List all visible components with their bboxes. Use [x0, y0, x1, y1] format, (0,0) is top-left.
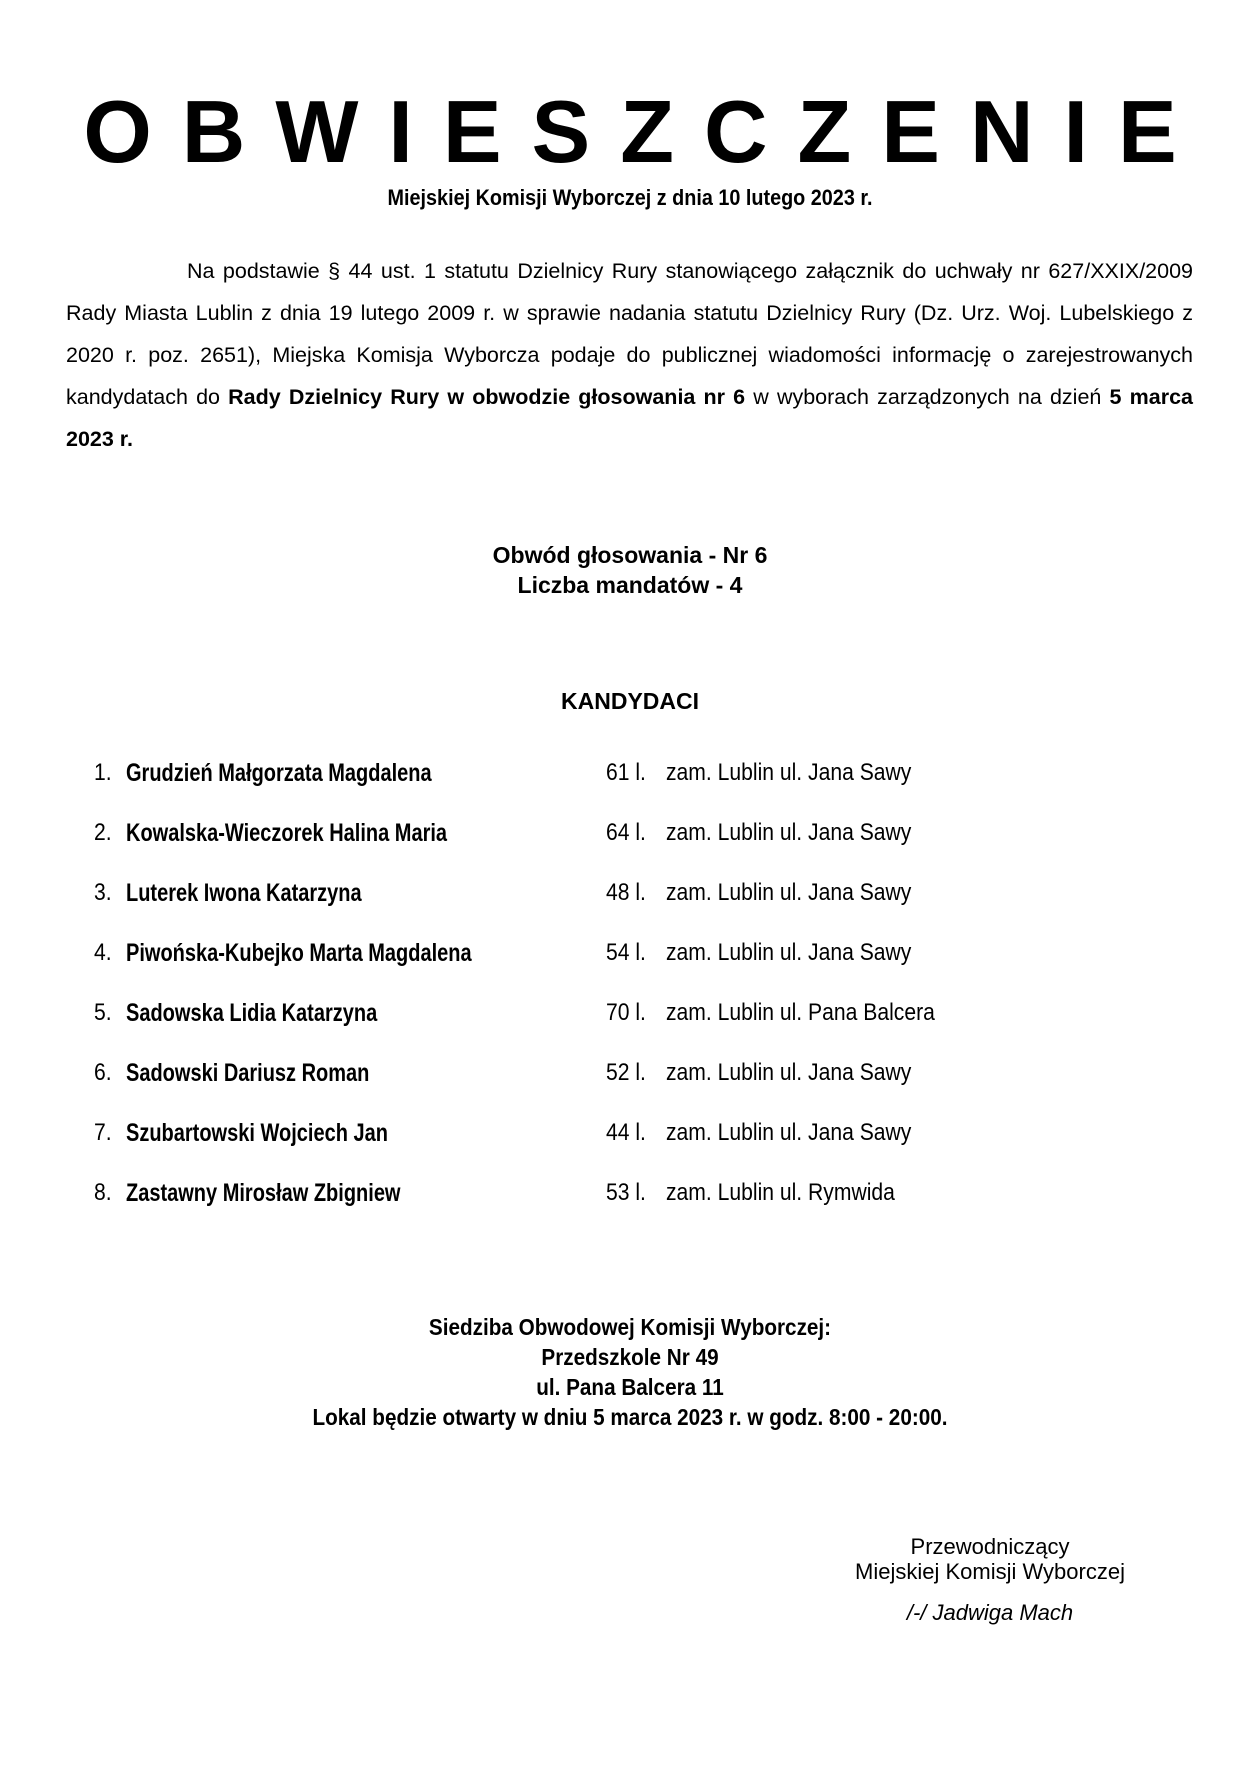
paragraph-bold-date: 5 marca 2023 r.	[66, 385, 1193, 451]
seat-heading: Siedziba Obwodowej Komisji Wyborczej:	[428, 1314, 832, 1340]
candidate-address: zam. Lublin ul. Jana Sawy	[666, 1059, 912, 1086]
candidate-row	[0, 998, 1260, 1038]
candidate-address: zam. Lublin ul. Pana Balcera	[666, 999, 935, 1026]
candidate-name: Piwońska-Kubejko Marta Magdalena	[126, 939, 472, 967]
candidate-age: 61 l.	[606, 759, 646, 786]
paragraph-text-2: w wyborach zarządzonych na dzień	[745, 385, 1110, 409]
candidate-name: Sadowska Lidia Katarzyna	[126, 999, 378, 1027]
candidate-row	[0, 1178, 1260, 1218]
candidate-age: 48 l.	[606, 879, 646, 906]
candidate-age: 44 l.	[606, 1119, 646, 1146]
candidate-number: 4.	[94, 939, 112, 966]
signature-name: /-/ Jadwiga Mach	[906, 1600, 1074, 1625]
candidate-row	[0, 758, 1260, 798]
document-title: OBWIESZCZENIE	[83, 82, 1207, 181]
candidate-number: 2.	[94, 819, 112, 846]
candidates-heading: KANDYDACI	[561, 688, 699, 714]
candidate-age: 70 l.	[606, 999, 646, 1026]
candidate-age: 54 l.	[606, 939, 646, 966]
candidate-name: Grudzień Małgorzata Magdalena	[126, 759, 432, 787]
candidate-age: 52 l.	[606, 1059, 646, 1086]
candidate-number: 3.	[94, 879, 112, 906]
candidate-name: Sadowski Dariusz Roman	[126, 1059, 370, 1087]
candidate-number: 5.	[94, 999, 112, 1026]
candidate-name: Luterek Iwona Katarzyna	[126, 879, 362, 907]
seat-hours: Lokal będzie otwarty w dniu 5 marca 2023 r. w godz. 8:00 - 20:00.	[312, 1404, 948, 1430]
candidate-address: zam. Lublin ul. Jana Sawy	[666, 939, 912, 966]
mandates-count: Liczba mandatów - 4	[517, 572, 743, 598]
candidate-address: zam. Lublin ul. Jana Sawy	[666, 1119, 912, 1146]
paragraph-text: Na podstawie § 44 ust. 1 statutu Dzielnicy Rury stanowiącego załącznik do uchwały nr 627/XXIX/2009 Rady Miasta Lublin z dnia 19 lutego 2009 r. w sprawie nadania statutu Dzielnicy Rury (Dz. Urz. Woj. Lubelskiego z 2020 r. poz. 2651), Miejska Komisja Wyborcza podaje do publicznej wiadomości informację o zarejestrowanych kandydatach do	[66, 259, 1193, 409]
seat-name: Przedszkole Nr 49	[541, 1344, 719, 1370]
signature-body: Miejskiej Komisji Wyborczej	[855, 1559, 1125, 1584]
candidate-address: zam. Lublin ul. Rymwida	[666, 1179, 895, 1206]
candidate-name: Zastawny Mirosław Zbigniew	[126, 1179, 401, 1207]
signature-role: Przewodniczący	[910, 1534, 1070, 1559]
candidate-row	[0, 878, 1260, 918]
intro-paragraph	[66, 250, 1193, 460]
candidate-name: Kowalska-Wieczorek Halina Maria	[126, 819, 448, 847]
candidate-number: 1.	[94, 759, 112, 786]
candidate-address: zam. Lublin ul. Jana Sawy	[666, 759, 912, 786]
candidate-number: 6.	[94, 1059, 112, 1086]
candidate-name: Szubartowski Wojciech Jan	[126, 1119, 388, 1147]
candidate-row	[0, 1118, 1260, 1158]
candidate-number: 8.	[94, 1179, 112, 1206]
candidate-number: 7.	[94, 1119, 112, 1146]
candidate-address: zam. Lublin ul. Jana Sawy	[666, 879, 912, 906]
candidate-age: 64 l.	[606, 819, 646, 846]
candidate-age: 53 l.	[606, 1179, 646, 1206]
document-subtitle: Miejskiej Komisji Wyborczej z dnia 10 lutego 2023 r.	[387, 185, 873, 210]
candidate-row	[0, 938, 1260, 978]
candidate-address: zam. Lublin ul. Jana Sawy	[666, 819, 912, 846]
district-number: Obwód głosowania - Nr 6	[492, 542, 768, 568]
signature-block	[790, 1534, 1190, 1625]
polling-station-info	[63, 1312, 1197, 1432]
paragraph-bold-council: Rady Dzielnicy Rury w obwodzie głosowania nr 6	[228, 385, 746, 409]
district-info	[0, 540, 1260, 600]
candidate-row	[0, 818, 1260, 858]
candidate-row	[0, 1058, 1260, 1098]
seat-address: ul. Pana Balcera 11	[536, 1374, 724, 1400]
